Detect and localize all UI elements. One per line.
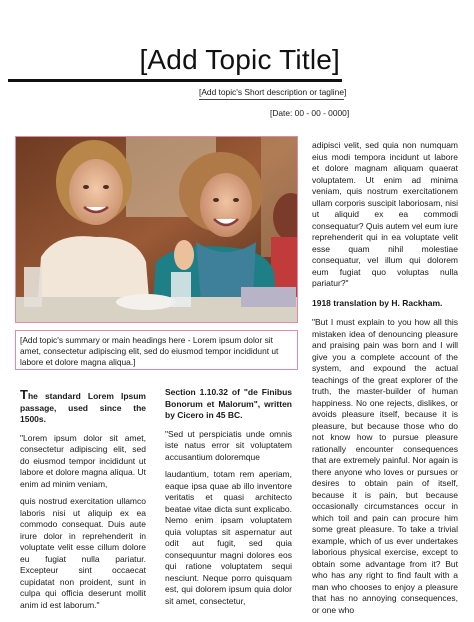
summary-box[interactable]: [Add topic's summary or main headings here - Lorem ipsum dolor sit amet, consectetur adipiscing elit, sed do eiusmod tempor incididunt ut labore et dolore magna aliqua.] xyxy=(15,330,298,370)
paragraph: adipisci velit, sed quia non numquam eius modi tempora incidunt ut labore et dolore magnam aliquam quaerat voluptatem. Ut enim ad minima veniam, quis nostrum exercitationem ullam corporis suscipit laboriosam, nisi ut aliquid ex ea commodi consequatur? Quis autem vel eum iure reprehenderit qui in ea voluptate velit esse quam nihil molestiae consequatur, vel illum qui dolorem eum fugiat quo voluptas nulla pariatur?" xyxy=(312,140,458,288)
left-heading-text: he standard Lorem Ipsum passage, used since the 1500s. xyxy=(20,391,146,424)
left-column-heading xyxy=(20,389,146,426)
paragraph: "But I must explain to you how all this mistaken idea of denouncing pleasure and praising pain was born and I will give you a complete account of the system, and expound the actual teachings of the great explorer of the truth, the master-builder of human happiness. No one rejects, dislikes, or avoids pleasure itself, because it is pleasure, but because those who do not know how to pursue pleasure rationally encounter consequences that are extremely painful. Nor again is there anyone who loves or pursues or desires to obtain pain of itself, because it is pain, but because occasionally circumstances occur in which toil and pain can procure him some great pleasure. To take a trivial example, which of us ever undertakes laborious physical exercise, except to obtain some advantage from it? But who has any right to find fault with a man who chooses to enjoy a pleasure that has no annoying consequences, or one who xyxy=(312,317,458,615)
watermark: ​ xyxy=(17,10,23,24)
page-title[interactable]: [Add Topic Title] xyxy=(139,44,340,75)
feature-photo[interactable] xyxy=(15,136,298,323)
title-rule xyxy=(8,79,342,82)
drop-cap: T xyxy=(20,387,28,402)
tagline[interactable]: [Add topic's Short description or tagline] xyxy=(199,87,344,100)
date-field[interactable]: [Date: 00 - 00 - 0000] xyxy=(270,108,350,118)
right-column xyxy=(312,140,458,622)
right-column-heading: 1918 translation by H. Rackham. xyxy=(312,297,443,308)
left-column xyxy=(20,389,146,617)
middle-column-heading: Section 1.10.32 of "de Finibus Bonorum et Malorum", written by Cicero in 45 BC. xyxy=(165,387,292,420)
middle-column xyxy=(165,387,292,613)
paragraph: "Lorem ipsum dolor sit amet, consectetur adipiscing elit, sed do eiusmod tempor incididunt ut labore et dolore magna aliqua. Ut enim ad minim veniam, xyxy=(20,432,146,489)
paragraph: laudantium, totam rem aperiam, eaque ipsa quae ab illo inventore veritatis et quasi architecto beatae vitae dicta sunt explicabo. Nemo enim ipsam voluptatem quia voluptas sit aspernatur aut odit aut fugit, sed quia consequuntur magni dolores eos qui ratione voluptatem sequi nesciunt. Neque porro quisquam est, qui dolorem ipsum quia dolor sit amet, consectetur, xyxy=(165,469,292,606)
paragraph: quis nostrud exercitation ullamco laboris nisi ut aliquip ex ea commodo consequat. Duis aute irure dolor in reprehenderit in voluptate velit esse cillum dolore eu fugiat nulla pariatur. Excepteur sint occaecat cupidatat non proident, sunt in culpa qui officia deserunt mollit anim id est laborum." xyxy=(20,496,146,610)
photo-illustration xyxy=(16,137,298,323)
paragraph: "Sed ut perspiciatis unde omnis iste natus error sit voluptatem accusantium doloremque xyxy=(165,428,292,462)
